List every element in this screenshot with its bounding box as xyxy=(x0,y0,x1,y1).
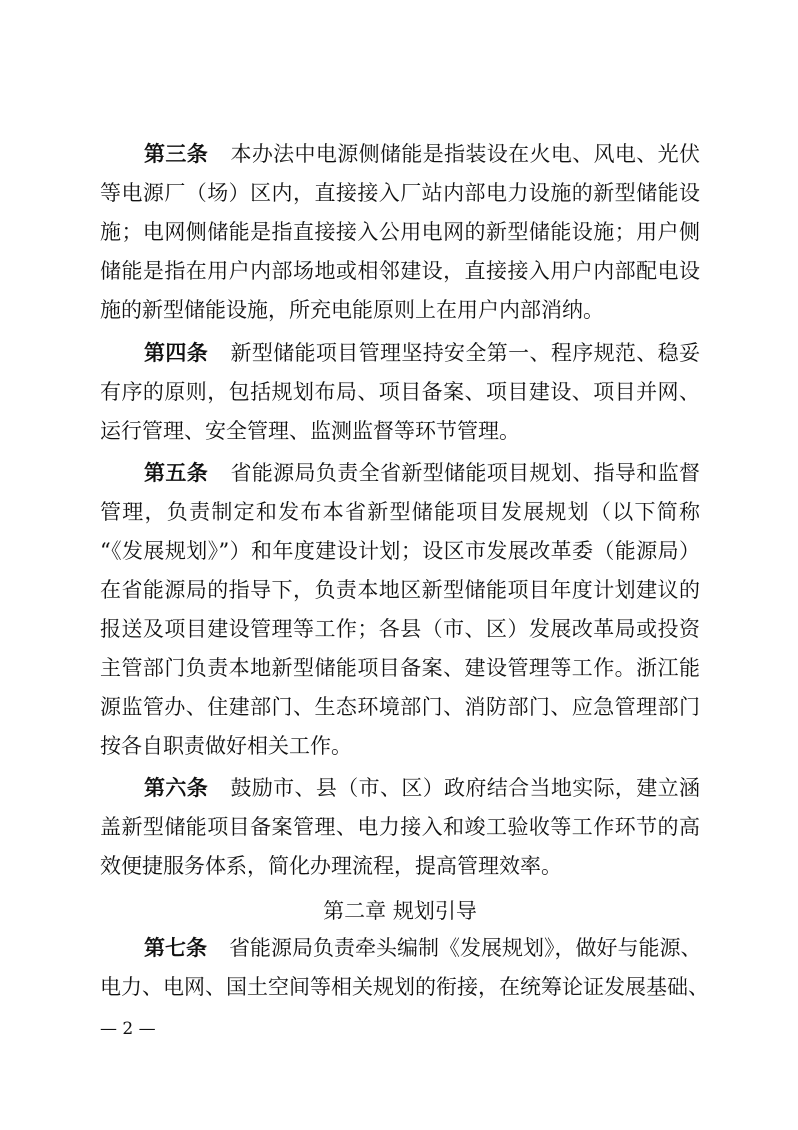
article-4-first-line xyxy=(144,340,700,366)
article-4-text-line-2: 有序的原则，包括规划布局、项目备案、项目建设、项目并网、 xyxy=(100,380,700,404)
article-6-label: 第六条 xyxy=(144,776,209,800)
article-5-text-line-1: 省能源局负责全省新型储能项目规划、指导和监督 xyxy=(230,461,701,485)
article-7-label: 第七条 xyxy=(144,936,207,960)
article-3-text-line-4: 储能是指在用户内部场地或相邻建设，直接接入用户内部配电设 xyxy=(100,259,700,283)
article-7-text-line-2: 电力、电网、国土空间等相关规划的衔接，在统筹论证发展基础、 xyxy=(100,975,709,999)
article-7-first-line xyxy=(144,935,700,961)
article-5-label: 第五条 xyxy=(144,461,209,485)
article-6-text-line-3: 效便捷服务体系，简化办理流程，提高管理效率。 xyxy=(100,854,562,878)
page-number: — 2 — xyxy=(100,1019,156,1039)
article-7-text-line-1: 省能源局负责牵头编制《发展规划》，做好与能源、 xyxy=(229,936,702,960)
article-4-label: 第四条 xyxy=(144,341,209,365)
article-5-text-line-4: 在省能源局的指导下，负责本地区新型储能项目年度计划建议的 xyxy=(100,578,700,602)
chapter-heading: 第二章 规划引导 xyxy=(323,899,477,923)
article-5-text-line-3: “《发展规划》”）和年度建设计划；设区市发展改革委（能源局） xyxy=(100,539,700,563)
article-3-label: 第三条 xyxy=(144,142,209,166)
article-3-first-line xyxy=(144,141,700,167)
article-3-text-line-2: 等电源厂（场）区内，直接接入厂站内部电力设施的新型储能设 xyxy=(100,181,700,205)
article-4-text-line-3: 运行管理、安全管理、监测监督等环节管理。 xyxy=(100,419,520,443)
article-5-first-line xyxy=(144,460,700,486)
article-3-text-line-1: 本办法中电源侧储能是指装设在火电、风电、光伏 xyxy=(230,142,701,166)
article-6-first-line xyxy=(144,775,700,801)
article-5-text-line-5: 报送及项目建设管理等工作；各县（市、区）发展改革局或投资 xyxy=(100,617,700,641)
article-6-text-line-1: 鼓励市、县（市、区）政府结合当地实际，建立涵 xyxy=(230,776,701,800)
article-5-text-line-8: 按各自职责做好相关工作。 xyxy=(100,734,352,758)
article-5-text-line-7: 源监管办、住建部门、生态环境部门、消防部门、应急管理部门 xyxy=(100,695,700,719)
article-3-text-line-5: 施的新型储能设施，所充电能原则上在用户内部消纳。 xyxy=(100,298,604,322)
article-3-text-line-3: 施；电网侧储能是指直接接入公用电网的新型储能设施；用户侧 xyxy=(100,220,700,244)
article-5-text-line-2: 管理，负责制定和发布本省新型储能项目发展规划（以下简称 xyxy=(100,500,700,524)
article-6-text-line-2: 盖新型储能项目备案管理、电力接入和竣工验收等工作环节的高 xyxy=(100,815,700,839)
article-4-text-line-1: 新型储能项目管理坚持安全第一、程序规范、稳妥 xyxy=(230,341,701,365)
article-5-text-line-6: 主管部门负责本地新型储能项目备案、建设管理等工作。浙江能 xyxy=(100,656,700,680)
